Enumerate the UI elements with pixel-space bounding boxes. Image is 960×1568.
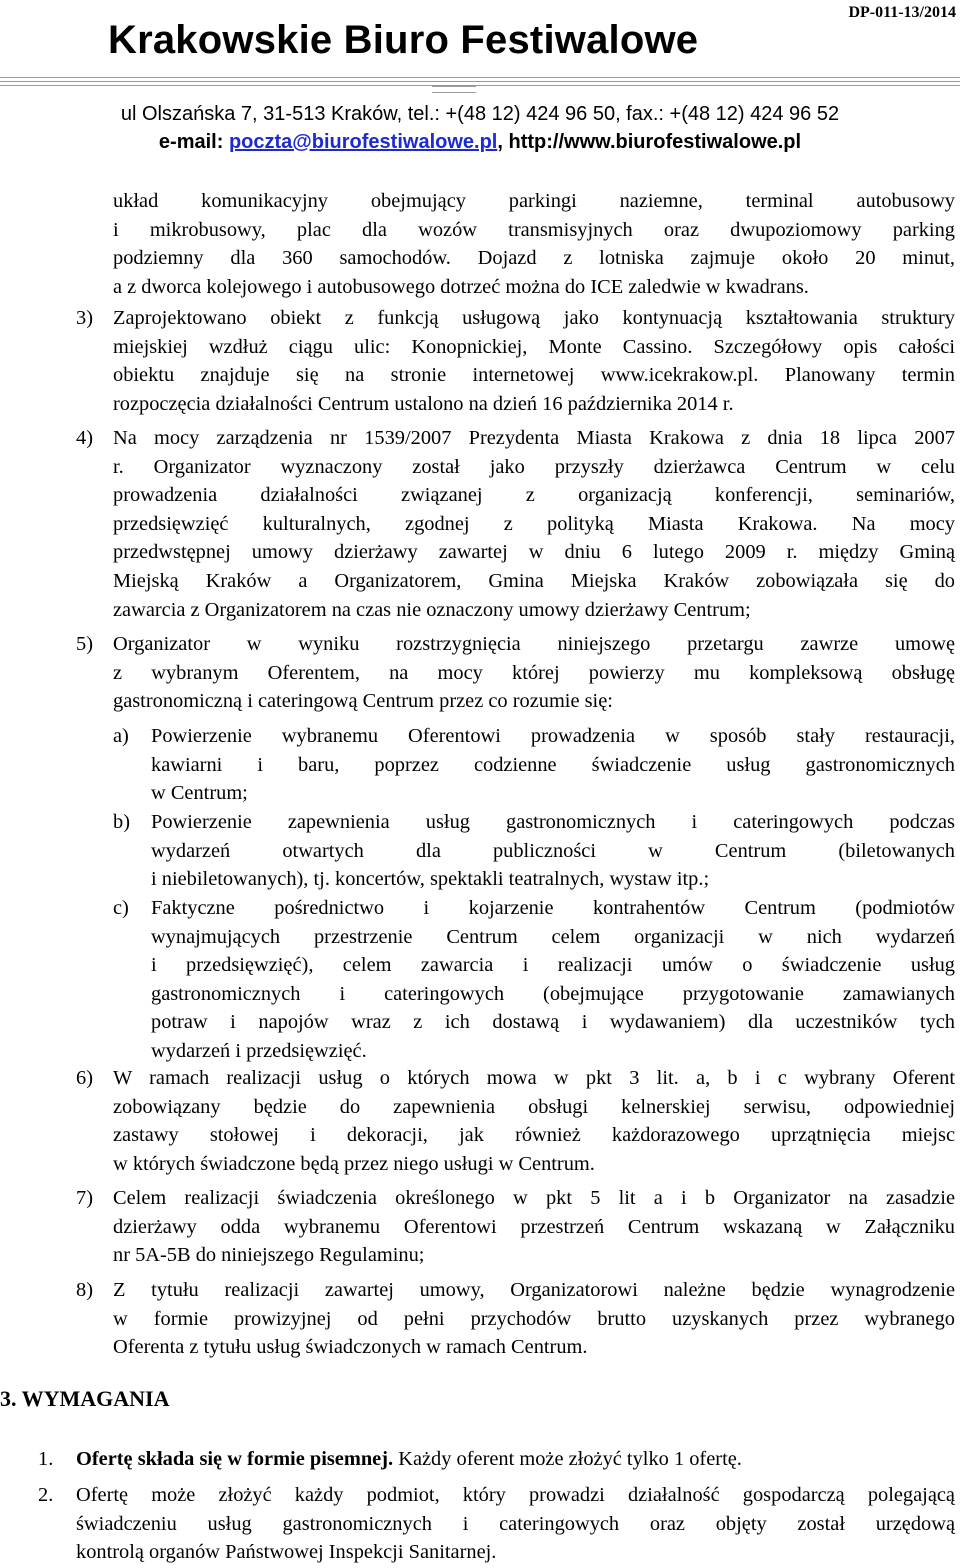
requirement-1-paragraph [76, 1445, 955, 1474]
text-line: i niebiletowanych), tj. koncertów, spektakli teatralnych, wystaw itp.; [151, 868, 710, 891]
text-line: wynajmujących przestrzenie Centrum celem organizacji w nich wydarzeń [151, 925, 955, 948]
item-number: 3) [76, 307, 93, 329]
contact-separator: , [497, 131, 509, 153]
requirement-number: 1. [38, 1448, 54, 1470]
document-code: DP-011-13/2014 [848, 4, 956, 21]
organization-title: Krakowskie Biuro Festiwalowe [108, 18, 699, 62]
text-line: prowadzenia działalności związanej z organizacją konferencji, seminariów, [113, 484, 955, 507]
text-line: Z tytułu realizacji zawartej umowy, Organizatorowi należne będzie wynagrodzenie [113, 1279, 955, 1301]
text-line: przedsięwzięć kulturalnych, zgodnej z polityką Miasta Krakowa. Na mocy [113, 512, 955, 535]
text-line: Na mocy zarządzenia nr 1539/2007 Prezydenta Miasta Krakowa z dnia 18 lipca 2007 [113, 427, 955, 449]
text-line: w których świadczone będą przez niego usługi w Centrum. [113, 1152, 595, 1175]
text-line: zobowiązany będzie do zapewnienia obsługi kelnerskiej serwisu, odpowiedniej [113, 1095, 955, 1118]
item-8-paragraph [113, 1276, 955, 1362]
text-line: wydarzeń otwartych dla publiczności w Centrum (biletowanych [151, 839, 955, 862]
text-line: Miejską Kraków a Organizatorem, Gmina Miejska Kraków zobowiązała się do [113, 569, 955, 592]
item-number: 8) [76, 1279, 93, 1301]
text-line: Faktyczne pośrednictwo i kojarzenie kontrahentów Centrum (podmiotów [151, 897, 955, 919]
requirement-text: Każdy oferent może złożyć tylko 1 ofertę. [393, 1448, 742, 1470]
requirement-2-paragraph [76, 1481, 955, 1567]
text-line: w formie prowizyjnej od pełni przychodów brutto uzyskanych przez wybranego [113, 1307, 955, 1330]
text-line: świadczeniu usług gastronomicznych i cateringowych oraz objęty został urzędową [76, 1512, 955, 1535]
item-4-paragraph [113, 424, 955, 624]
text-line: układ komunikacyjny obejmujący parkingi naziemne, terminal autobusowy [113, 190, 955, 212]
text-line: przedwstępnej umowy dzierżawy zawartej w dniu 6 lutego 2009 r. między Gminą [113, 541, 955, 564]
item-number: 6) [76, 1067, 93, 1089]
text-line: Organizator w wyniku rozstrzygnięcia niniejszego przetargu zawrze umowę [113, 633, 955, 655]
text-line: Ofertę może złożyć każdy podmiot, który prowadzi działalność gospodarczą polegającą [76, 1484, 955, 1506]
email-label: e-mail: [158, 131, 229, 153]
text-line: kontrolą organów Państwowej Inspekcji Sanitarnej. [76, 1541, 497, 1564]
text-line [76, 1445, 955, 1474]
section-title: WYMAGANIA [21, 1386, 170, 1411]
subitem-c-paragraph [151, 894, 955, 1066]
text-line: podziemny dla 360 samochodów. Dojazd z lotniska zajmuje około 20 minut, [113, 247, 955, 270]
text-line: nr 5A-5B do niniejszego Regulaminu; [113, 1244, 425, 1267]
text-line: a z dworca kolejowego i autobusowego dotrzeć można do ICE zaledwie w kwadrans. [113, 275, 809, 298]
text-line: miejskiej wzdłuż ciągu ulic: Konopnickiej, Monte Cassino. Szczegółowy opis całości [113, 335, 955, 358]
header-rule-bottom [0, 85, 960, 86]
item-5-paragraph [113, 630, 955, 716]
text-line: Oferenta z tytułu usług świadczonych w ramach Centrum. [113, 1336, 588, 1359]
text-line: potraw i napojów wraz z ich dostawą i wydawaniem) dla uczestników tych [151, 1011, 955, 1034]
text-line: obiektu znajduje się na stronie internetowej www.icekrakow.pl. Planowany termin [113, 364, 955, 387]
header-rule-middle [0, 81, 960, 82]
text-line: gastronomiczną i cateringową Centrum przez co rozumie się: [113, 690, 613, 713]
website-link[interactable]: http://www.biurofestiwalowe.pl [508, 131, 802, 153]
item-number: 7) [76, 1187, 93, 1209]
text-line: rozpoczęcia działalności Centrum ustalono na dzień 16 października 2014 r. [113, 392, 734, 415]
header-rule-top [0, 77, 960, 78]
text-line: r. Organizator wyznaczony został jako przyszły dzierżawca Centrum w celu [113, 455, 955, 478]
text-line: i mikrobusowy, plac dla wozów transmisyjnych oraz dwupoziomowy parking [113, 218, 955, 241]
text-line: W ramach realizacji usług o których mowa w pkt 3 lit. a, b i c wybrany Oferent [113, 1067, 955, 1089]
text-line: kawiarni i baru, poprzez codzienne świadczenie usług gastronomicznych [151, 753, 955, 776]
text-line: Zaprojektowano obiekt z funkcją usługową jako kontynuacją kształtowania struktury [113, 307, 955, 329]
subitem-b-paragraph [151, 808, 955, 894]
text-line: Celem realizacji świadczenia określonego w pkt 5 lit a i b Organizator na zasadzie [113, 1187, 955, 1209]
item-7-paragraph [113, 1184, 955, 1270]
text-line: zastawy stołowej i dekoracji, jak również każdorazowego uprzątnięcia miejsc [113, 1124, 955, 1147]
item-6-paragraph [113, 1064, 955, 1178]
contact-line [0, 131, 960, 154]
subitem-a-paragraph [151, 722, 955, 808]
text-line: dzierżawy odda wybranemu Oferentowi przestrzeń Centrum wskazaną w Załączniku [113, 1215, 955, 1238]
text-line: Powierzenie zapewnienia usług gastronomicznych i cateringowych podczas [151, 811, 955, 833]
subitem-letter: b) [113, 811, 130, 833]
item-3-paragraph [113, 304, 955, 418]
address-line: ul Olszańska 7, 31-513 Kraków, tel.: +(48 12) 424 96 50, fax.: +(48 12) 424 96 52 [120, 103, 840, 125]
section-number: 3. [0, 1386, 17, 1411]
text-line: zawarcia z Organizatorem na czas nie oznaczony umowy dzierżawy Centrum; [113, 598, 751, 621]
section-heading [0, 1386, 170, 1412]
requirement-bold-text: Ofertę składa się w formie pisemnej. [76, 1448, 394, 1470]
text-line: Powierzenie wybranemu Oferentowi prowadzenia w sposób stały restauracji, [151, 725, 955, 747]
requirement-number: 2. [38, 1484, 54, 1506]
text-line: gastronomicznych i cateringowych (obejmujące przygotowanie zamawianych [151, 982, 955, 1005]
intro-paragraph [113, 187, 955, 301]
header-rule-short [432, 86, 476, 87]
header-rule-short [432, 92, 476, 93]
text-line: w Centrum; [151, 782, 248, 805]
text-line: z wybranym Oferentem, na mocy której powierzy mu kompleksową obsługę [113, 661, 955, 684]
text-line: wydarzeń i przedsięwzięć. [151, 1039, 367, 1062]
subitem-letter: c) [113, 897, 129, 919]
text-line: i przedsięwzięć), celem zawarcia i realizacji umów o świadczenie usług [151, 954, 955, 977]
item-number: 5) [76, 633, 93, 655]
item-number: 4) [76, 427, 93, 449]
email-link[interactable]: poczta@biurofestiwalowe.pl [228, 131, 498, 153]
subitem-letter: a) [113, 725, 129, 747]
